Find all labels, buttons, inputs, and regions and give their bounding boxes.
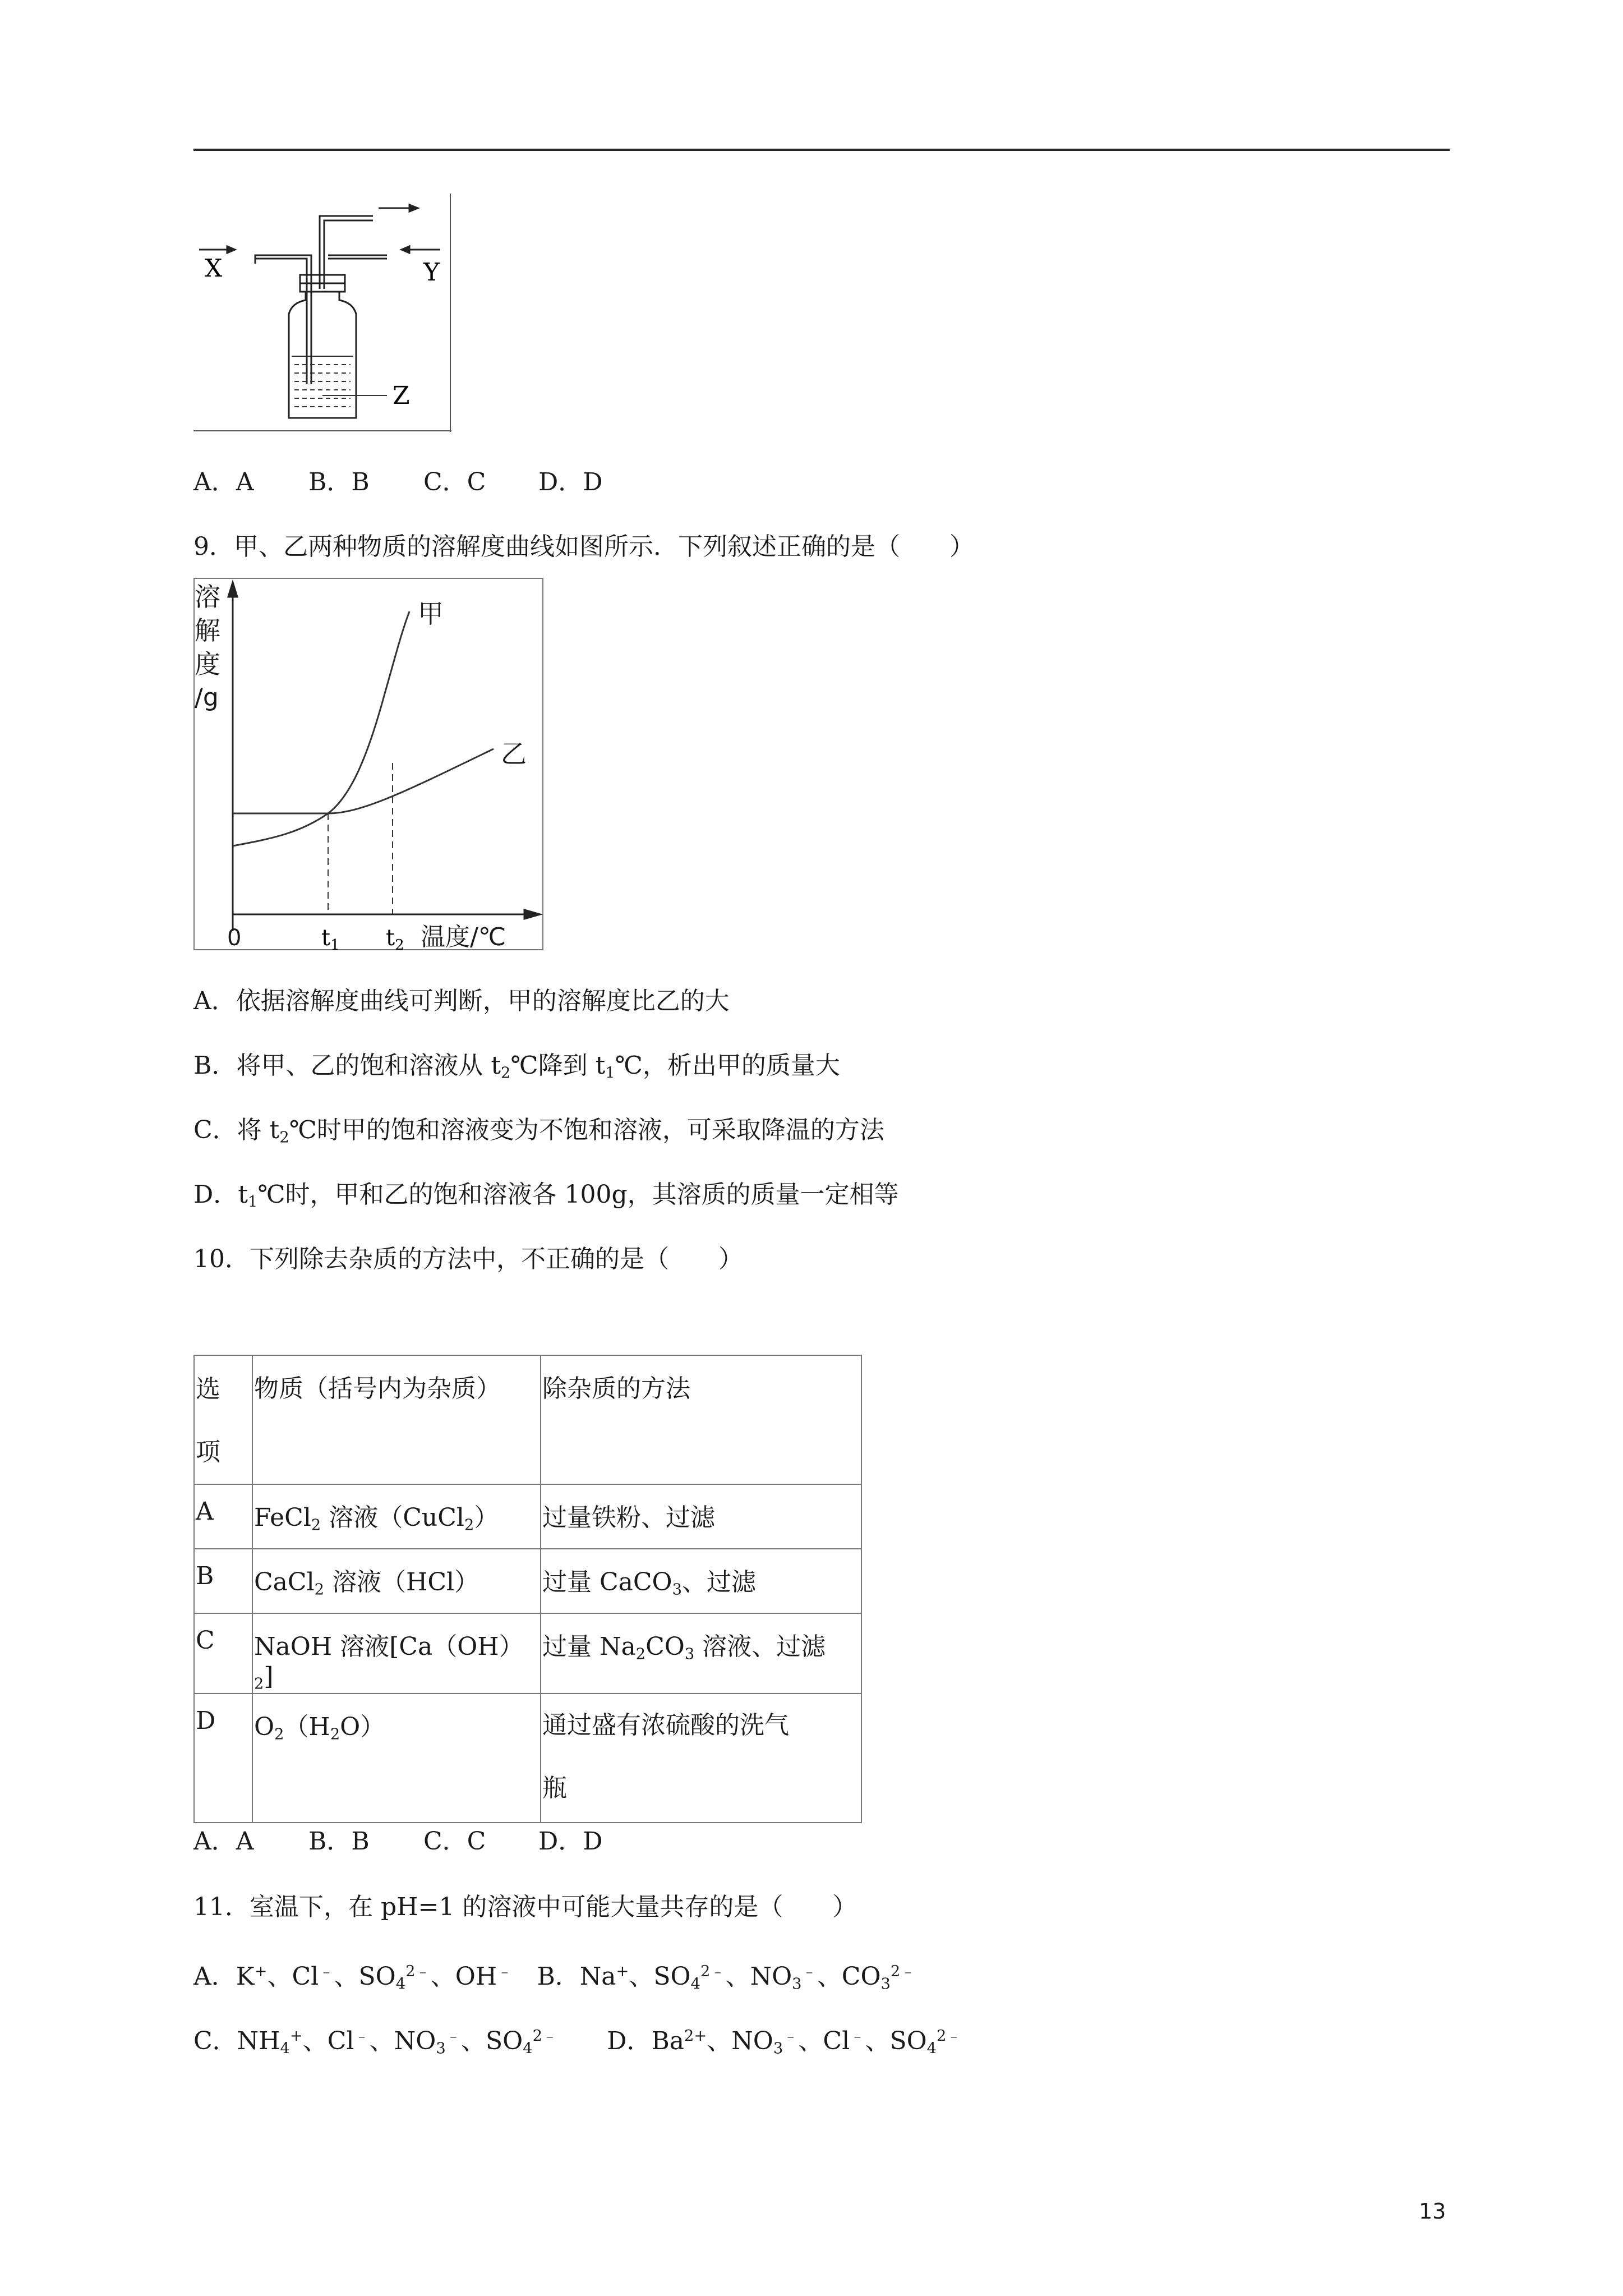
- q10-option-b[interactable]: B．B: [308, 1827, 370, 1856]
- chart-tick-t1: $t_1$: [321, 925, 340, 951]
- row-b-substance: CaCl$_2$ 溶液（HCl）: [252, 1549, 541, 1613]
- row-a-substance: FeCl$_2$ 溶液（CuCl$_2$）: [252, 1484, 541, 1549]
- chart-origin: 0: [227, 925, 242, 951]
- header-option: 选 项: [194, 1355, 252, 1484]
- q8-option-a[interactable]: A．A: [193, 468, 254, 496]
- q10-option-c[interactable]: C．C: [423, 1827, 486, 1856]
- q8-option-c[interactable]: C．C: [423, 468, 486, 496]
- q11-stem: 11．室温下，在 pH=1 的溶液中可能大量共存的是（ ）: [193, 1893, 857, 1921]
- solubility-chart: [193, 578, 544, 951]
- row-b-option: B: [194, 1549, 252, 1613]
- header-rule: [193, 149, 1450, 151]
- row-d-option: D: [194, 1694, 252, 1823]
- q10-table: [193, 1355, 862, 1823]
- header-method: 除杂质的方法: [541, 1355, 861, 1484]
- q10-option-a[interactable]: A．A: [193, 1827, 254, 1856]
- table-row: [194, 1484, 861, 1549]
- chart-tick-t2: $t_2$: [386, 925, 404, 951]
- q8-options: [193, 466, 603, 499]
- page-number: 13: [1419, 2199, 1446, 2224]
- q8-option-d[interactable]: D．D: [538, 468, 603, 496]
- q9-option-c[interactable]: C．将 $t_2℃$时甲的饱和溶液变为不饱和溶液，可采取降温的方法: [193, 1116, 884, 1147]
- label-z: Z: [393, 381, 410, 410]
- table-row: [194, 1613, 861, 1694]
- table-header-row: [194, 1355, 861, 1484]
- q11-options-row1[interactable]: A．K+、Cl﹣、$SO_4^{2﹣}$、OH﹣ B．Na+、$SO_4^{2﹣}$、$NO_3^﹣$、$CO_3^{2﹣}$: [193, 1962, 916, 1993]
- chart-ylabel-3: 度: [195, 649, 220, 679]
- row-c-substance: NaOH 溶液$[Ca(OH)_2]$: [252, 1613, 541, 1694]
- row-a-method: 过量铁粉、过滤: [541, 1484, 861, 1549]
- chart-series-yi-label: 乙: [501, 739, 527, 769]
- q9-option-b[interactable]: B．将甲、乙的饱和溶液从 $t_2℃$降到 $t_1℃$，析出甲的质量大: [193, 1051, 840, 1082]
- q11-options-row2[interactable]: C．$NH_4^+$、Cl﹣、$NO_3^﹣$、$SO_4^{2﹣}$ D．$Ba^{2+}$、$NO_3^﹣$、Cl﹣、$SO_4^{2﹣}$: [193, 2027, 962, 2058]
- q10-options: [193, 1825, 603, 1858]
- q9-option-a[interactable]: A．依据溶解度曲线可判断，甲的溶解度比乙的大: [193, 987, 730, 1015]
- q9-option-d[interactable]: D．$t_1℃$时，甲和乙的饱和溶液各 100g，其溶质的质量一定相等: [193, 1180, 899, 1211]
- chart-ylabel-1: 溶: [195, 582, 220, 612]
- table-row: [194, 1549, 861, 1613]
- row-c-method: 过量 $Na_2CO_3$ 溶液、过滤: [541, 1613, 861, 1694]
- row-a-option: A: [194, 1484, 252, 1549]
- label-x: X: [205, 254, 223, 283]
- q10-option-d[interactable]: D．D: [538, 1827, 603, 1856]
- gas-washing-bottle-figure: [193, 194, 451, 432]
- table-row: [194, 1694, 861, 1823]
- q8-option-b[interactable]: B．B: [308, 468, 370, 496]
- chart-series-jia-label: 甲: [418, 599, 444, 629]
- label-y: Y: [423, 258, 440, 287]
- header-substance: 物质（括号内为杂质）: [252, 1355, 541, 1484]
- row-b-method: 过量 CaCO$_3$、过滤: [541, 1549, 861, 1613]
- row-c-option: C: [194, 1613, 252, 1694]
- chart-ylabel-4: /g: [195, 683, 219, 712]
- row-d-method: 通过盛有浓硫酸的洗气 瓶: [541, 1694, 861, 1823]
- chart-xlabel: 温度/℃: [421, 923, 506, 951]
- q10-stem: 10．下列除去杂质的方法中，不正确的是（ ）: [193, 1245, 743, 1273]
- row-d-substance: $O_2(H_2O)$: [252, 1694, 541, 1823]
- chart-ylabel-2: 解: [195, 615, 220, 646]
- q9-stem: 9．甲、乙两种物质的溶解度曲线如图所示．下列叙述正确的是（ ）: [193, 532, 974, 561]
